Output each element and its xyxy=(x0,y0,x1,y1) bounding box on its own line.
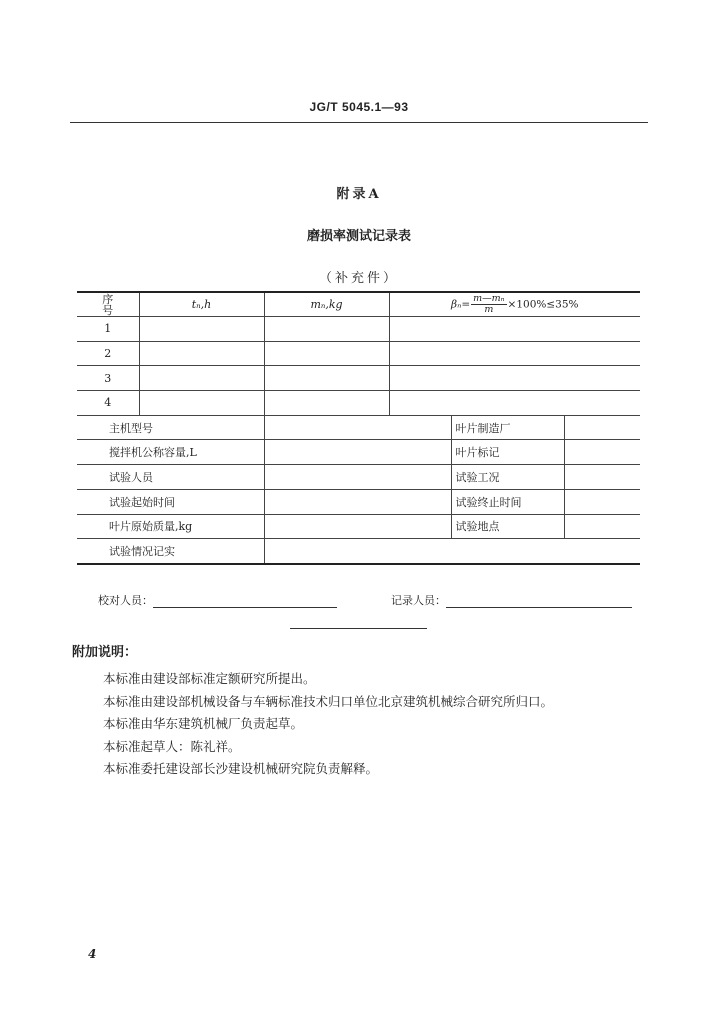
info-value-test-condition[interactable] xyxy=(564,465,640,490)
standard-code: JG/T 5045.1—93 xyxy=(309,100,409,114)
row-number: 4 xyxy=(77,391,139,416)
info-value-blade-mark[interactable] xyxy=(564,440,640,465)
rate-cell[interactable] xyxy=(389,366,640,391)
info-value-blade-mass[interactable] xyxy=(264,514,451,539)
header-rule xyxy=(70,122,648,123)
info-label-test-location: 试验地点 xyxy=(451,514,564,539)
header-seq-top: 序 xyxy=(102,292,114,306)
recorder-label: 记录人员： xyxy=(391,594,446,607)
formula-fraction xyxy=(471,294,506,315)
checker-line[interactable] xyxy=(153,595,337,608)
info-value-nominal-capacity[interactable] xyxy=(264,440,451,465)
info-row xyxy=(77,514,640,539)
info-value-start-time[interactable] xyxy=(264,489,451,514)
recorder-signature xyxy=(391,592,632,608)
mass-cell[interactable] xyxy=(264,317,389,342)
table-row xyxy=(77,391,640,416)
recorder-line[interactable] xyxy=(446,595,632,608)
appendix-label: 附录A xyxy=(336,187,382,202)
mass-cell[interactable] xyxy=(264,391,389,416)
info-row xyxy=(77,465,640,490)
info-value-end-time[interactable] xyxy=(564,489,640,514)
info-value-test-record[interactable] xyxy=(264,539,640,564)
info-label-blade-manufacturer: 叶片制造厂 xyxy=(451,415,564,440)
header-seq-bottom: 号 xyxy=(102,303,114,317)
row-number: 3 xyxy=(77,366,139,391)
note-item: 本标准由建设部标准定额研究所提出。 xyxy=(103,671,316,686)
page-number: 4 xyxy=(88,947,97,961)
note-item: 本标准起草人：陈礼祥。 xyxy=(103,738,241,754)
info-value-test-location[interactable] xyxy=(564,514,640,539)
header-mass: mₙ,kg xyxy=(264,292,389,317)
formula-lhs: βₙ= xyxy=(451,298,471,311)
additional-notes-title: 附加说明： xyxy=(72,645,138,660)
additional-notes xyxy=(103,668,663,781)
note-item: 本标准由华东建筑机械厂负责起草。 xyxy=(103,716,304,731)
time-cell[interactable] xyxy=(139,366,264,391)
info-label-nominal-capacity: 搅拌机公称容量,L xyxy=(77,440,264,465)
time-cell[interactable] xyxy=(139,391,264,416)
info-label-start-time: 试验起始时间 xyxy=(77,489,264,514)
formula-rhs: ×100%≤35% xyxy=(507,298,579,311)
mass-cell[interactable] xyxy=(264,341,389,366)
time-cell[interactable] xyxy=(139,341,264,366)
form-title: 磨损率测试记录表 xyxy=(306,229,411,244)
info-row xyxy=(77,539,640,564)
table-row xyxy=(77,366,640,391)
checker-signature xyxy=(98,592,337,608)
info-label-blade-mass: 叶片原始质量,kg xyxy=(77,514,264,539)
row-number: 2 xyxy=(77,341,139,366)
section-divider xyxy=(290,628,427,629)
info-label-end-time: 试验终止时间 xyxy=(451,489,564,514)
table-row xyxy=(77,341,640,366)
info-value-blade-manufacturer[interactable] xyxy=(564,415,640,440)
info-label-blade-mark: 叶片标记 xyxy=(451,440,564,465)
note-item: 本标准委托建设部长沙建设机械研究院负责解释。 xyxy=(103,761,379,776)
rate-cell[interactable] xyxy=(389,391,640,416)
time-cell[interactable] xyxy=(139,317,264,342)
mass-cell[interactable] xyxy=(264,366,389,391)
info-label-test-condition: 试验工况 xyxy=(451,465,564,490)
info-row xyxy=(77,489,640,514)
wear-rate-record-table xyxy=(77,291,640,565)
table-row xyxy=(77,317,640,342)
info-row xyxy=(77,440,640,465)
rate-cell[interactable] xyxy=(389,341,640,366)
checker-label: 校对人员： xyxy=(98,594,153,607)
rate-cell[interactable] xyxy=(389,317,640,342)
info-value-test-personnel[interactable] xyxy=(264,465,451,490)
formula-numerator: m—mₙ xyxy=(473,293,505,304)
supplement-note: （补充件） xyxy=(318,271,399,286)
table-header-row xyxy=(77,292,640,317)
info-label-test-record: 试验情况记实 xyxy=(77,539,264,564)
info-row xyxy=(77,415,640,440)
note-item: 本标准由建设部机械设备与车辆标准技术归口单位北京建筑机械综合研究所归口。 xyxy=(103,693,554,709)
info-value-host-model[interactable] xyxy=(264,415,451,440)
info-label-test-personnel: 试验人员 xyxy=(77,465,264,490)
header-time: tₙ,h xyxy=(139,292,264,317)
header-seq xyxy=(77,292,139,317)
header-wear-rate-formula xyxy=(389,292,640,317)
formula-denominator: m xyxy=(484,304,494,315)
row-number: 1 xyxy=(77,317,139,342)
info-label-host-model: 主机型号 xyxy=(77,415,264,440)
